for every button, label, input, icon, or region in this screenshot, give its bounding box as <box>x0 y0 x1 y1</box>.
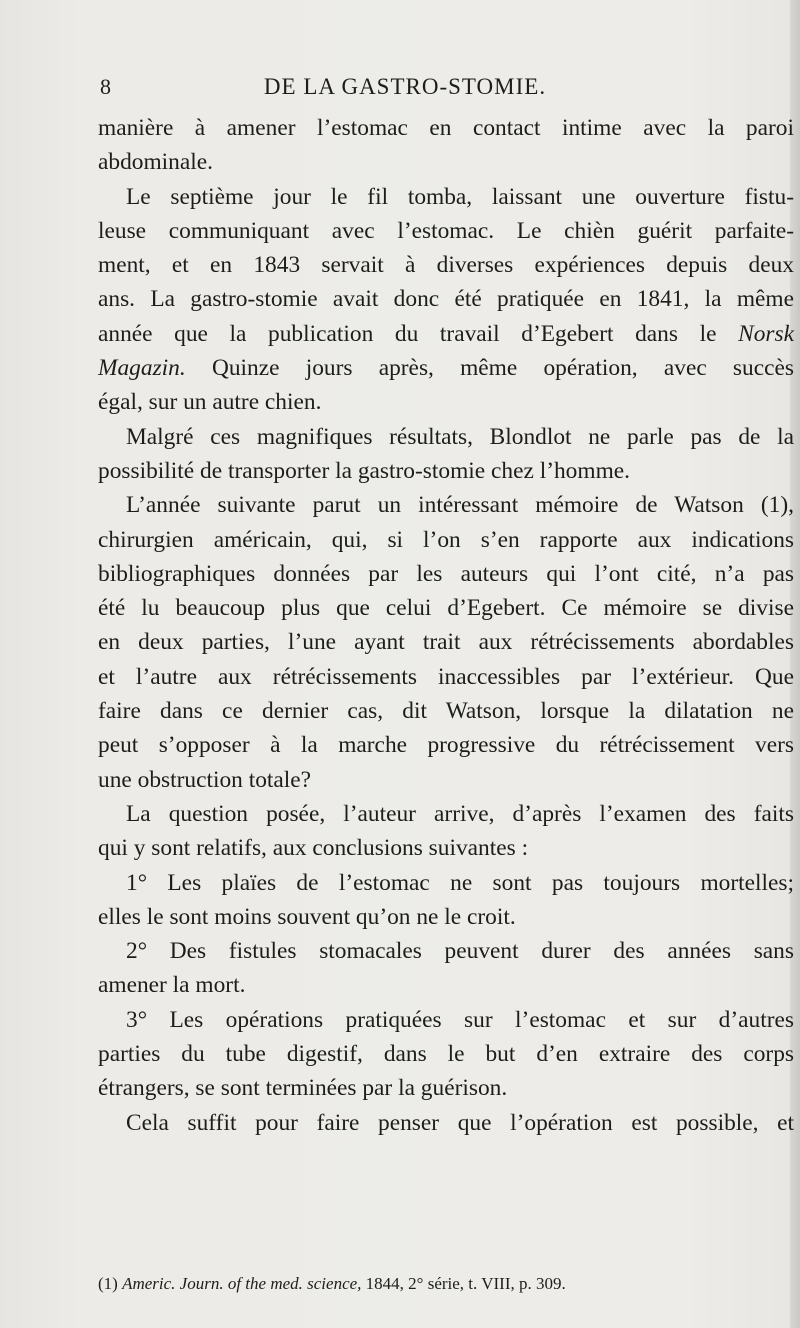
text-line: Le septième jour le fil tomba, laissant une ouverture fistu- <box>126 183 794 210</box>
footnote-source: Americ. Journ. of the med. science, <box>122 1274 362 1293</box>
text-line: Cela suffit pour faire penser que l’opération est possible, et <box>126 1109 794 1136</box>
text-line: 2° Des fistules stomacales peuvent durer des années sans <box>126 938 794 965</box>
text-line: abdominale. <box>98 149 213 176</box>
text-line: et l’autre aux rétrécissements inaccessibles par l’extérieur. Que <box>98 663 794 690</box>
text-line: faire dans ce dernier cas, dit Watson, lorsque la dilatation ne <box>98 698 794 725</box>
text-line: chirurgien américain, qui, si l’on s’en rapporte aux indications <box>98 526 794 553</box>
text-line: en deux parties, l’une ayant trait aux rétrécissements abordables <box>98 629 794 656</box>
running-title: DE LA GASTRO-STOMIE. <box>263 74 547 99</box>
journal-title: Magazin. <box>98 355 186 382</box>
footnote-marker: (1) <box>98 1274 118 1293</box>
text-line: L’année suivante parut un intéressant mémoire de Watson (1), <box>126 492 794 519</box>
text-line: leuse communiquant avec l’estomac. Le chièn guérit parfaite- <box>98 217 794 244</box>
text-line: une obstruction totale? <box>98 766 312 793</box>
text-line: manière à amener l’estomac en contact intime avec la paroi <box>98 115 794 141</box>
text-line: La question posée, l’auteur arrive, d’après l’examen des faits <box>126 800 794 827</box>
text-line: 3° Les opérations pratiquées sur l’estomac et sur d’autres <box>126 1006 794 1033</box>
text-line: égal, sur un autre chien. <box>98 389 322 416</box>
text-line <box>98 351 794 385</box>
text-line: amener la mort. <box>98 972 246 999</box>
text-line: ans. La gastro-stomie avait donc été pratiquée en 1841, la même <box>98 286 794 313</box>
text-line: Malgré ces magnifiques résultats, Blondlot ne parle pas de la <box>126 423 794 450</box>
text-line: possibilité de transporter la gastro-stomie chez l’homme. <box>98 457 630 484</box>
text-line: parties du tube digestif, dans le but d’en extraire des corps <box>98 1041 794 1068</box>
journal-title: Norsk <box>738 320 794 347</box>
footnote-details: 1844, 2° série, t. VIII, p. 309. <box>365 1274 566 1293</box>
text-line <box>98 317 794 351</box>
footnote <box>98 1272 788 1296</box>
text-line: 1° Les plaïes de l’estomac ne sont pas toujours mortelles; <box>126 869 794 896</box>
text-run: Quinze jours après, même opération, avec succès <box>211 355 794 382</box>
text-line: été lu beaucoup plus que celui d’Egebert. Ce mémoire se divise <box>98 595 794 622</box>
text-run: année que la publication du travail d’Egebert dans le <box>98 320 717 347</box>
body-text <box>98 111 794 1140</box>
text-line: ment, et en 1843 servait à diverses expériences depuis deux <box>98 252 794 279</box>
page-number: 8 <box>100 74 111 99</box>
text-line: qui y sont relatifs, aux conclusions suivantes : <box>98 835 529 862</box>
page-header <box>0 70 800 104</box>
text-line: elles le sont moins souvent qu’on ne le croit. <box>98 903 516 930</box>
text-line: bibliographiques données par les auteurs qui l’ont cité, n’a pas <box>98 560 794 587</box>
text-line: étrangers, se sont terminées par la guérison. <box>98 1075 508 1102</box>
text-line: peut s’opposer à la marche progressive du rétrécissement vers <box>98 732 794 759</box>
